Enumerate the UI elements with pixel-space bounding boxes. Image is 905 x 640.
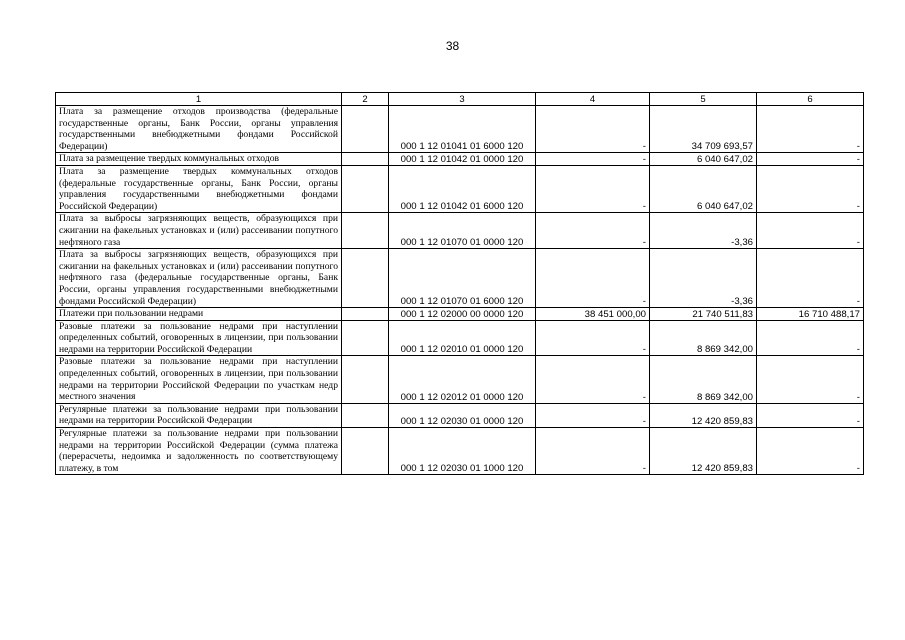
- row-col5: 6 040 647,02: [650, 153, 757, 166]
- row-col4: -: [536, 165, 650, 212]
- column-header: 6: [757, 93, 864, 106]
- row-col4: -: [536, 153, 650, 166]
- column-header: 5: [650, 93, 757, 106]
- header-row: [56, 93, 864, 106]
- row-col4: -: [536, 356, 650, 403]
- row-name: Регулярные платежи за пользование недрами при пользовании недрами на территории Российской Федерации: [56, 403, 342, 427]
- table-row: [56, 153, 864, 166]
- row-col2: [342, 356, 389, 403]
- column-header: 4: [536, 93, 650, 106]
- row-name: Разовые платежи за пользование недрами при наступлении определенных событий, оговоренных в лицензии, при пользовании недрами на территории Российской Федерации: [56, 320, 342, 356]
- row-col4: -: [536, 106, 650, 153]
- row-name: Разовые платежи за пользование недрами при наступлении определенных событий, оговоренных в лицензии, при пользовании недрами на территории Российской Федерации по участкам недр местного значения: [56, 356, 342, 403]
- row-col2: [342, 320, 389, 356]
- row-code: 000 1 12 02030 01 1000 120: [389, 428, 536, 475]
- row-code: 000 1 12 01042 01 6000 120: [389, 165, 536, 212]
- row-code: 000 1 12 02000 00 0000 120: [389, 308, 536, 321]
- table-row: [56, 106, 864, 153]
- row-col2: [342, 165, 389, 212]
- row-name: Плата за размещение твердых коммунальных отходов: [56, 153, 342, 166]
- table-row: [56, 213, 864, 249]
- table-row: [56, 165, 864, 212]
- row-col2: [342, 308, 389, 321]
- row-name: Регулярные платежи за пользование недрами при пользовании недрами на территории Российской Федерации (сумма платежа (перерасчеты, недоимка и задолженность по соответствующему платежу, в том: [56, 428, 342, 475]
- row-col4: -: [536, 403, 650, 427]
- row-col5: 8 869 342,00: [650, 356, 757, 403]
- row-col6: 16 710 488,17: [757, 308, 864, 321]
- row-name: Платежи при пользовании недрами: [56, 308, 342, 321]
- row-col6: -: [757, 320, 864, 356]
- row-col2: [342, 428, 389, 475]
- row-code: 000 1 12 01070 01 0000 120: [389, 213, 536, 249]
- row-col4: -: [536, 249, 650, 308]
- row-col6: -: [757, 106, 864, 153]
- row-col5: -3,36: [650, 249, 757, 308]
- column-header: 3: [389, 93, 536, 106]
- row-col2: [342, 213, 389, 249]
- report-table: [55, 92, 864, 475]
- row-col6: -: [757, 213, 864, 249]
- row-name: Плата за выбросы загрязняющих веществ, образующихся при сжигании на факельных установках и (или) рассеивании попутного нефтяного газа (федеральные государственные органы, Банк России, органы управления государственными внебюджетными фондами Российской Федерации): [56, 249, 342, 308]
- row-col4: -: [536, 213, 650, 249]
- row-code: 000 1 12 01070 01 6000 120: [389, 249, 536, 308]
- row-col6: -: [757, 403, 864, 427]
- row-col2: [342, 106, 389, 153]
- row-col4: -: [536, 320, 650, 356]
- row-code: 000 1 12 02030 01 0000 120: [389, 403, 536, 427]
- row-col5: 12 420 859,83: [650, 403, 757, 427]
- row-col2: [342, 403, 389, 427]
- row-col5: 6 040 647,02: [650, 165, 757, 212]
- row-col4: 38 451 000,00: [536, 308, 650, 321]
- row-col6: -: [757, 153, 864, 166]
- row-col5: 12 420 859,83: [650, 428, 757, 475]
- row-col6: -: [757, 165, 864, 212]
- row-code: 000 1 12 01042 01 0000 120: [389, 153, 536, 166]
- column-header: 2: [342, 93, 389, 106]
- row-col6: -: [757, 356, 864, 403]
- row-code: 000 1 12 02010 01 0000 120: [389, 320, 536, 356]
- row-col5: 34 709 693,57: [650, 106, 757, 153]
- row-name: Плата за размещение отходов производства (федеральные государственные органы, Банк России, органы управления государственными внебюджетными фондами Российской Федерации): [56, 106, 342, 153]
- table-row: [56, 320, 864, 356]
- row-col4: -: [536, 428, 650, 475]
- table-row: [56, 308, 864, 321]
- row-col2: [342, 153, 389, 166]
- table-row: [56, 428, 864, 475]
- row-code: 000 1 12 01041 01 6000 120: [389, 106, 536, 153]
- row-col5: -3,36: [650, 213, 757, 249]
- table-row: [56, 249, 864, 308]
- page-number: 38: [445, 39, 460, 53]
- row-col2: [342, 249, 389, 308]
- row-name: Плата за выбросы загрязняющих веществ, образующихся при сжигании на факельных установках и (или) рассеивании попутного нефтяного газа: [56, 213, 342, 249]
- table-row: [56, 356, 864, 403]
- row-col5: 8 869 342,00: [650, 320, 757, 356]
- row-col5: 21 740 511,83: [650, 308, 757, 321]
- table-row: [56, 403, 864, 427]
- column-header: 1: [56, 93, 342, 106]
- row-code: 000 1 12 02012 01 0000 120: [389, 356, 536, 403]
- row-col6: -: [757, 428, 864, 475]
- row-col6: -: [757, 249, 864, 308]
- row-name: Плата за размещение твердых коммунальных отходов (федеральные государственные органы, Банк России, органы управления государственными внебюджетными фондами Российской Федерации): [56, 165, 342, 212]
